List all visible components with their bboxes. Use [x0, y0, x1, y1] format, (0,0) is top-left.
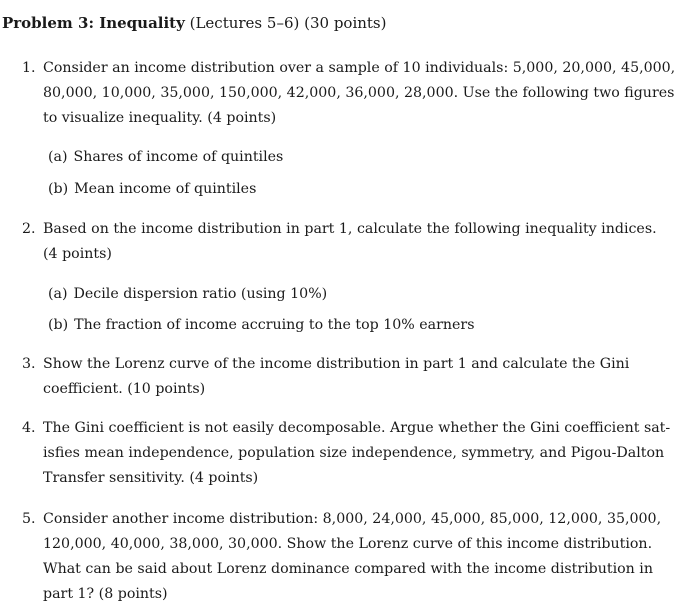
subitem-label: (b) [48, 181, 69, 197]
problem-heading [2, 12, 386, 34]
question-text [43, 56, 676, 131]
question-line: 80,000, 10,000, 35,000, 150,000, 42,000, 36,000, 28,000. Use the following two figures [43, 85, 675, 101]
subitem-1a [48, 146, 283, 168]
subitem-label: (b) [48, 317, 69, 333]
question-number: 2. [22, 221, 36, 237]
question-line: Consider an income distribution over a sample of 10 individuals: 5,000, 20,000, 45,000, [43, 60, 676, 76]
subitem-text: Shares of income of quintiles [73, 149, 284, 165]
question-line: part 1? (8 points) [43, 586, 168, 602]
question-line: Consider another income distribution: 8,000, 24,000, 45,000, 85,000, 12,000, 35,000, [43, 511, 662, 527]
question-number: 5. [22, 511, 36, 527]
question-line: What can be said about Lorenz dominance compared with the income distribution in [43, 561, 653, 577]
subitem-text: Mean income of quintiles [74, 181, 257, 197]
subitem-label: (a) [48, 286, 68, 302]
question-text [43, 416, 671, 491]
subitem-text: Decile dispersion ratio (using 10%) [73, 286, 328, 302]
question-number: 3. [22, 356, 36, 372]
subitem-label: (a) [48, 149, 68, 165]
question-number: 4. [22, 420, 36, 436]
question-text [43, 352, 662, 402]
question-number: 1. [22, 60, 36, 76]
question-line: coefficient. (10 points) [43, 381, 206, 397]
subitem-text: The fraction of income accruing to the top 10% earners [74, 317, 475, 333]
question-line: Based on the income distribution in part 1, calculate the following inequality indices. [43, 221, 657, 237]
question-line: isfies mean independence, population size independence, symmetry, and Pigou-Dalton [43, 445, 665, 461]
question-item-3 [22, 352, 662, 402]
question-line: (4 points) [43, 246, 112, 262]
question-item-1 [22, 56, 676, 131]
problem-heading-details: (Lectures 5–6) (30 points) [189, 14, 387, 32]
question-line: 120,000, 40,000, 38,000, 30,000. Show the Lorenz curve of this income distribution. [43, 536, 653, 552]
question-text [43, 217, 662, 267]
question-line: The Gini coefficient is not easily decomposable. Argue whether the Gini coefficient sat- [43, 420, 671, 436]
question-item-2 [22, 217, 662, 267]
subitem-2a [48, 283, 327, 305]
question-line: Transfer sensitivity. (4 points) [43, 470, 259, 486]
question-item-5 [22, 507, 662, 607]
question-item-4 [22, 416, 671, 491]
question-line: Show the Lorenz curve of the income distribution in part 1 and calculate the Gini [43, 356, 630, 372]
subitem-1b [48, 178, 256, 200]
question-text [43, 507, 662, 607]
question-line: to visualize inequality. (4 points) [43, 110, 277, 126]
subitem-2b [48, 314, 475, 336]
problem-heading-title: Problem 3: Inequality [2, 14, 185, 32]
